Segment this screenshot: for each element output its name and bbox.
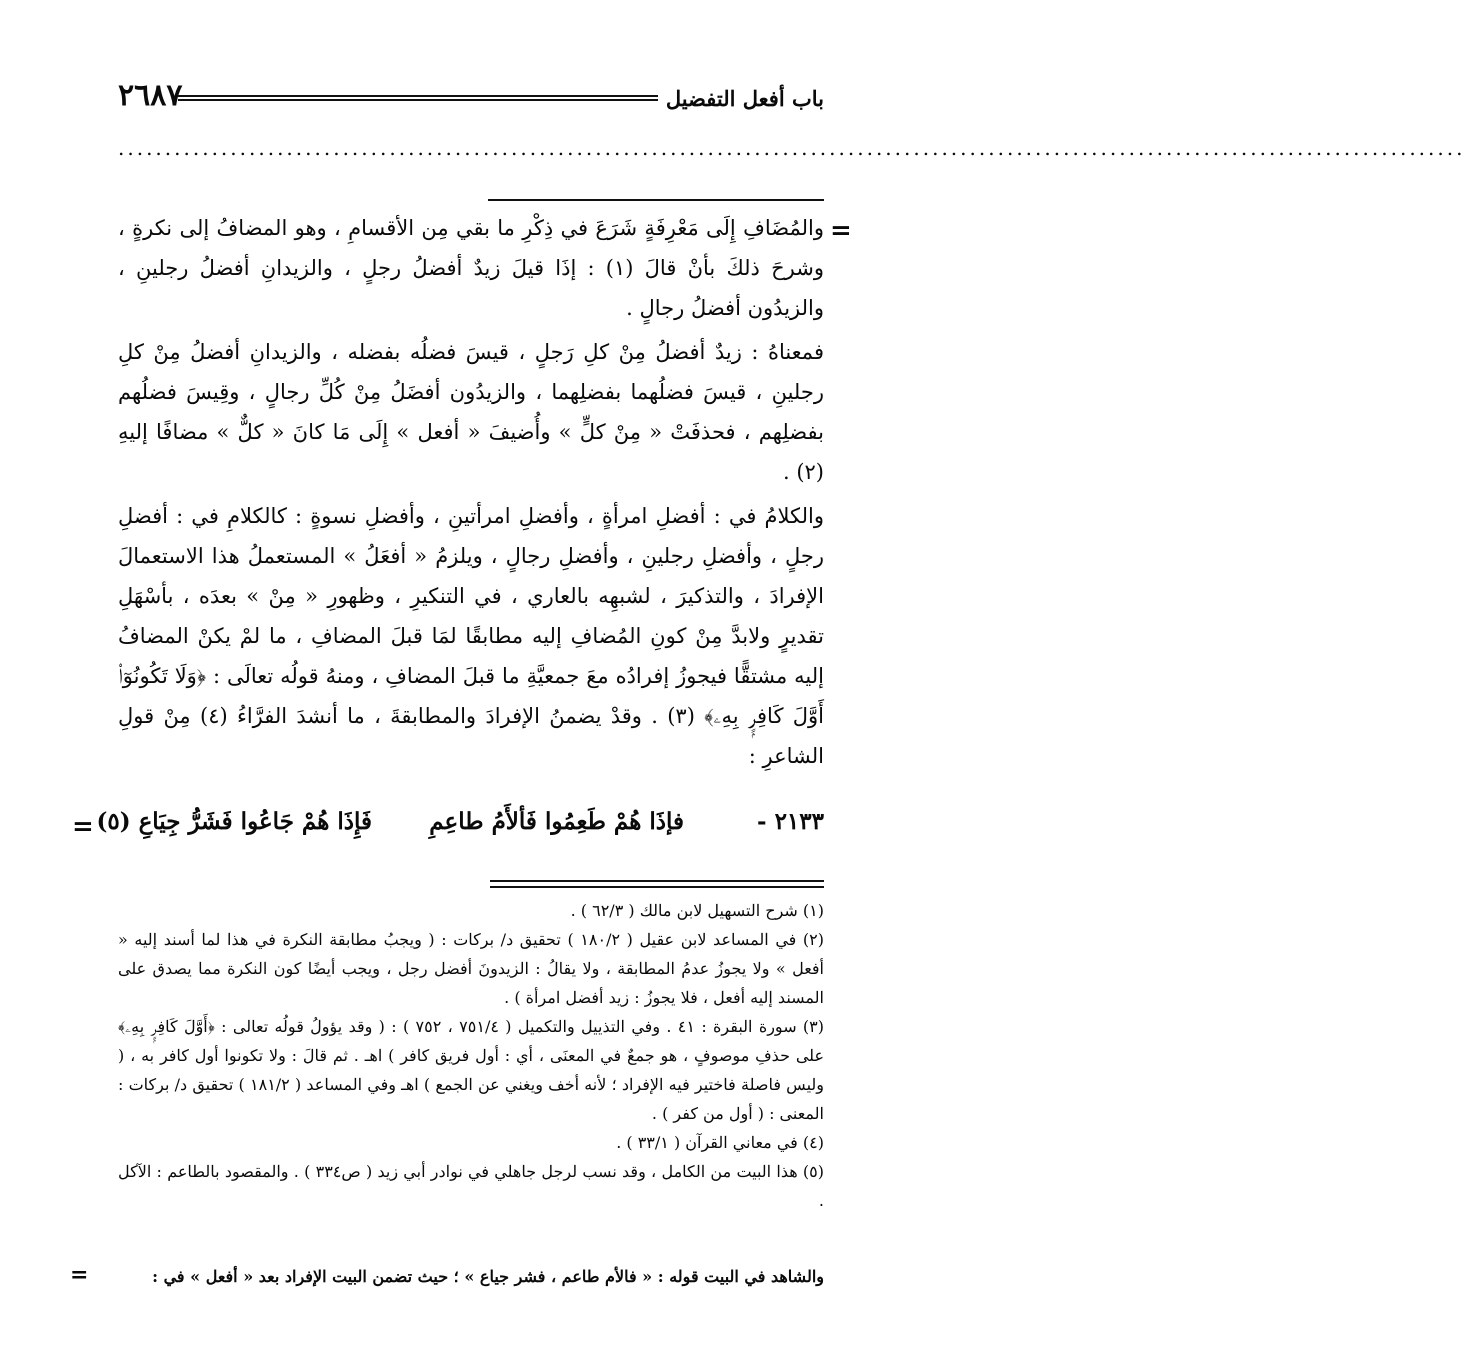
paragraph: فمعناهُ : زيدٌ أفضلُ مِنْ كلِ رَجلٍ ، قيسَ فضلُه بفضله ، والزيدانِ أفضلُ مِنْ كلِ رجلينِ ، قيسَ فضلُهما بفضلِهما ، والزيدُون أفضَلُ مِنْ كُلِّ رجالٍ ، وقِيسَ فضلُهم بفضلِهم ، فحذفَتْ « مِنْ كلٍّ » وأُضيفَ « أفعل » إِلَى مَا كانَ « كلٌّ » مضافًا إليهِ (٢) . (118, 340, 824, 484)
main-text (118, 208, 824, 776)
footnote: (٥) هذا البيت من الكامل ، وقد نسب لرجل جاهلي في نوادر أبي زيد ( ص٣٣٤ ) . والمقصود بالطاعم : الآكل . (118, 1162, 824, 1210)
page-header (118, 74, 824, 122)
footnotes (118, 896, 824, 1215)
footnote-separator (490, 880, 824, 882)
running-title: باب أفعل التفضيل (665, 86, 824, 111)
header-rule (178, 95, 658, 101)
continuation-mark: = (830, 216, 852, 246)
footnote: (١) شرح التسهيل لابن مالك ( ٦٢/٣ ) . (570, 901, 824, 920)
verse-second-hemistich: فَإِذَا هُمْ جَاعُوا فَشَرُّ جِيَاعِ (٥) (96, 808, 372, 835)
separator-line (488, 199, 824, 201)
paragraph: والكلامُ في : أفضلِ امرأةٍ ، وأفضلِ امرأتينِ ، وأفضلِ نسوةٍ : كالكلامِ في : أفضلِ رجلٍ ، وأفضلِ رجلينِ ، وأفضلِ رجالٍ ، ويلزمُ « أفعَلُ » المستعملُ هذا الاستعمالَ الإفرادَ ، والتذكيرَ ، لشبهِه بالعاري ، في التنكيرِ ، وظهورِ « مِنْ » بعدَه ، بأسْهَلِ تقديرٍ ولابدَّ مِنْ كونِ المُضافِ إليه مطابقًا لمَا قبلَ المضافِ ، ما لمْ يكنْ المضافُ إليه مشتقًّا فيجوزُ إفرادُه معَ جمعيَّةِ ما قبلَ المضافِ ، ومنهُ قولُه تعالَى : ﴿وَلَا تَكُونُوٓا۟ أَوَّلَ كَافِرٍۭ بِهِۦ﴾ (٣) . وقدْ يضمنُ الإفرادَ والمطابقةَ ، ما أنشدَ الفرَّاءُ (٤) مِنْ قولِ الشاعرِ : (118, 504, 824, 768)
verse-first-hemistich: فإذَا هُمْ طَعِمُوا فَألأَمُ طاعِمِ (429, 808, 684, 835)
footnote: (٤) في معاني القرآن ( ٣٣/١ ) . (616, 1133, 824, 1152)
verse-number: ٢١٣٣ - (757, 808, 824, 835)
footnote: (٢) في المساعد لابن عقيل ( ١٨٠/٢ ) تحقيق د/ بركات : ( ويجبُ مطابقة النكرة في هذا لما أسند إليه « أفعل » ولا يجوزُ عدمُ المطابقة ، ولا يقالُ : الزيدونَ أفضل رجل ، ويجب أيضًا كون النكرة مما يصدق على المسند إليه أفعل ، فلا يجوزُ : زيد أفضل امرأة ) . (118, 930, 825, 1007)
footnote-continuation-mark: = (70, 1262, 89, 1288)
page-number: ٢٦٨٧ (118, 78, 183, 113)
footnote: (٣) سورة البقرة : ٤١ . وفي التذييل والتكميل ( ٧٥١/٤ ، ٧٥٢ ) : ( وقد يؤولُ قولُه تعالى : ﴿أَوَّلَ كَافِرٍۭ بِهِۦ﴾ على حذفِ موصوفٍ ، هو جمعٌ في المعنَى ، أي : أول فريق كافر ) اهـ . ثم قالَ : ولا تكونوا أول كافر به ، ( وليس فاصلة فاختير فيه الإفراد ؛ لأنه أخف ويغني عن الجمع ) اهـ وفي المساعد ( ١٨١/٢ ) تحقيق د/ بركات : المعنى : ( أول من كفر ) . (118, 1017, 825, 1123)
dotted-line: ................................................................................................................................................ (118, 136, 1465, 160)
footnote-separator (490, 886, 824, 888)
poetry-verse (96, 808, 824, 852)
paragraph: والمُضَافِ إِلَى مَعْرِفَةٍ شَرَعَ في ذِكْرِ ما بقي مِن الأقسامِ ، وهو المضافُ إلى نكرةٍ ، وشرحَ ذلكَ بأنْ قالَ (١) : إذَا قيلَ زيدٌ أفضلُ رجلٍ ، والزيدانِ أفضلُ رجلينِ ، والزيدُون أفضلُ رجالٍ . (118, 216, 825, 320)
verse-continuation-mark: = (72, 812, 94, 842)
footnote-last-line: والشاهد في البيت قوله : « فالأم طاعم ، فشر جياع » ؛ حيث تضمن البيت الإفراد بعد « أفعل » في : (152, 1267, 824, 1286)
